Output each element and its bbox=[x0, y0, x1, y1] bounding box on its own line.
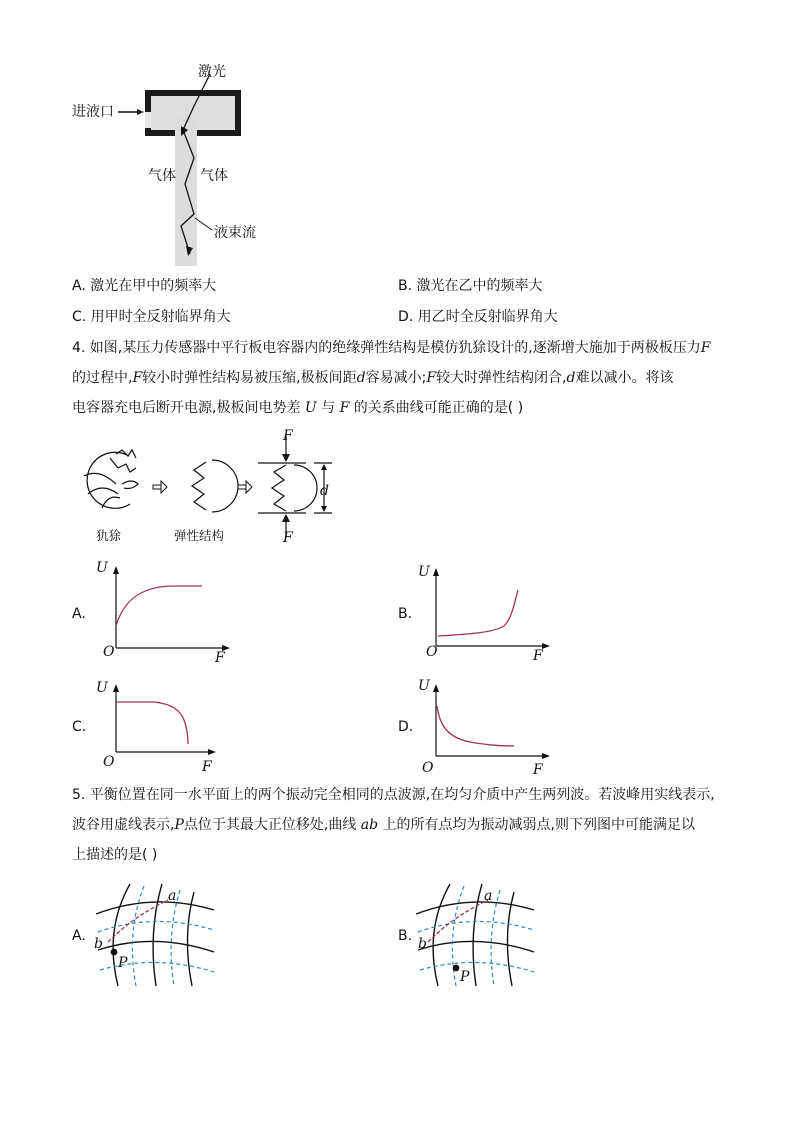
structure-label: 弹性结构 bbox=[174, 528, 225, 543]
q4-line3b: 与 bbox=[321, 400, 336, 416]
stream-label: 液束流 bbox=[214, 225, 256, 241]
q3-option-c[interactable]: C. 用甲时全反射临界角大 bbox=[72, 309, 231, 325]
arrow-right-icon bbox=[238, 481, 252, 493]
q5-line2b: 点位于其最大正位移处,曲线 bbox=[183, 817, 357, 833]
q5-option-a-figure[interactable] bbox=[94, 880, 219, 988]
q4-stem bbox=[72, 333, 752, 423]
elastic-structure-icon bbox=[192, 460, 238, 512]
q4-option-c-graph[interactable] bbox=[94, 676, 244, 776]
fig-gap-label: d bbox=[320, 483, 329, 499]
var-F: F bbox=[426, 370, 437, 386]
var-P: P bbox=[174, 817, 184, 833]
var-d: d bbox=[356, 370, 366, 386]
laser-label: 激光 bbox=[198, 64, 226, 80]
curve-a bbox=[116, 586, 202, 626]
q4b-axis-u: U bbox=[418, 564, 430, 580]
q5a-label-b: b bbox=[94, 936, 103, 952]
q4-line3c: 的关系曲线可能正确的是( ) bbox=[353, 400, 524, 416]
q5a-label-a: a bbox=[168, 888, 177, 904]
armadillo-label: 犰狳 bbox=[96, 528, 122, 543]
q5-line2a: 波谷用虚线表示, bbox=[72, 817, 175, 833]
q4-option-b-letter[interactable]: B. bbox=[398, 606, 413, 622]
q4a-axis-f: F bbox=[215, 650, 225, 666]
q5-stem bbox=[72, 780, 762, 870]
q5-option-a-letter[interactable]: A. bbox=[72, 928, 86, 944]
q4-option-c-letter[interactable]: C. bbox=[72, 719, 87, 735]
q4-line2b: 较小时弹性结构易被压缩,极板间距 bbox=[142, 370, 357, 386]
gas-right-label: 气体 bbox=[200, 168, 228, 184]
q4-line2e: 难以减小。将该 bbox=[575, 370, 674, 386]
armadillo-icon bbox=[84, 450, 138, 508]
gas-left-label: 气体 bbox=[148, 168, 176, 184]
point-p-b bbox=[453, 965, 460, 972]
q4c-axis-f: F bbox=[202, 759, 212, 775]
q4b-origin: O bbox=[426, 644, 438, 660]
q4b-axis-f: F bbox=[533, 648, 543, 664]
q5b-label-p: P bbox=[460, 969, 470, 985]
q3-option-d[interactable]: D. 用乙时全反射临界角大 bbox=[398, 309, 558, 325]
point-p-a bbox=[111, 949, 118, 956]
q5-line3: 上描述的是( ) bbox=[72, 847, 158, 863]
q3-option-b[interactable]: B. 激光在乙中的频率大 bbox=[398, 278, 543, 294]
fig-force-bottom-label: F bbox=[283, 530, 293, 546]
q5b-label-b: b bbox=[418, 936, 427, 952]
q4c-origin: O bbox=[103, 754, 115, 770]
q5a-label-p: P bbox=[118, 955, 128, 971]
q4c-axis-u: U bbox=[96, 680, 108, 696]
var-F: F bbox=[132, 370, 143, 386]
q5-line2c: 上的所有点均为振动减弱点,则下列图中可能满足以 bbox=[382, 817, 695, 833]
q4-line2c: 容易减小; bbox=[365, 370, 427, 386]
q5-option-b-figure[interactable] bbox=[414, 880, 539, 988]
var-ab: ab bbox=[360, 817, 379, 833]
var-F: F bbox=[339, 400, 350, 416]
q3-option-a[interactable]: A. 激光在甲中的频率大 bbox=[72, 278, 217, 294]
q5-line1: 5. 平衡位置在同一水平面上的两个振动完全相同的点波源,在均匀介质中产生两列波。若波峰用实线表示, bbox=[72, 787, 715, 803]
q4-line1: 4. 如图,某压力传感器中平行板电容器内的绝缘弹性结构是模仿犰狳设计的,逐渐增大施加于两极板压力 bbox=[72, 340, 701, 356]
inlet-label: 进液口 bbox=[72, 104, 114, 120]
var-U: U bbox=[304, 400, 317, 416]
q4-line2d: 较大时弹性结构闭合, bbox=[436, 370, 567, 386]
q4d-axis-u: U bbox=[418, 678, 430, 694]
q4-option-d-letter[interactable]: D. bbox=[398, 719, 414, 735]
arrow-right-icon bbox=[153, 481, 167, 493]
curve-b bbox=[438, 590, 518, 636]
q4a-axis-u: U bbox=[96, 560, 108, 576]
q4-line3: 电容器充电后断开电源,极板间电势差 bbox=[72, 400, 301, 416]
q5b-label-a: a bbox=[484, 888, 493, 904]
q4-option-a-letter[interactable]: A. bbox=[72, 606, 86, 622]
q5-option-b-letter[interactable]: B. bbox=[398, 928, 413, 944]
q4d-origin: O bbox=[422, 760, 434, 776]
q4d-axis-f: F bbox=[533, 762, 543, 778]
var-F: F bbox=[700, 340, 711, 356]
q4-line2: 的过程中, bbox=[72, 370, 133, 386]
q4a-origin: O bbox=[103, 644, 115, 660]
fig-force-top-label: F bbox=[283, 428, 293, 444]
curve-d bbox=[437, 706, 514, 746]
var-d: d bbox=[566, 370, 576, 386]
curve-c bbox=[116, 702, 188, 744]
